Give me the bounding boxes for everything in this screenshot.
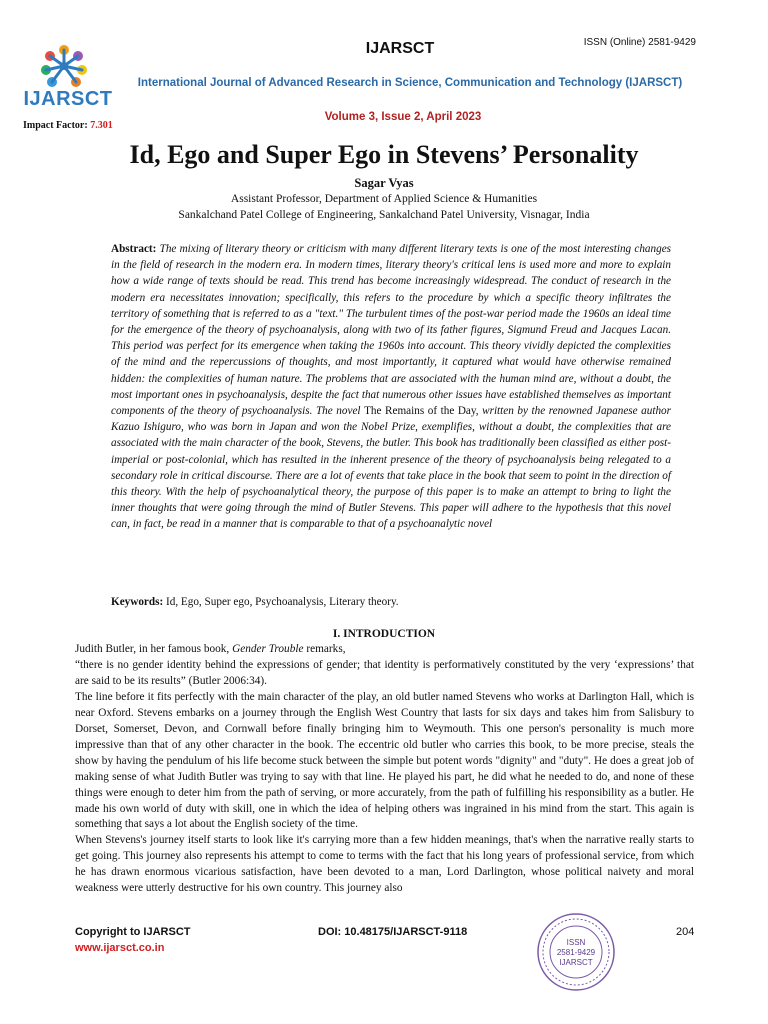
issn-seal-icon (536, 912, 616, 992)
abstract-label: Abstract: (111, 243, 157, 255)
intro-paragraph-2: The line before it fits perfectly with the main character of the play, an old butler named Stevens who works at Darlington Hall, which is near Oxford. Stevens embarks on a journey through the English West Country that lasts for six days and takes him from Salisbury to Dorset, Somerset, Devon, and Cornwall before finally bringing him to Weymouth. This one person's personality is much more impressive than that of any other character in the book. The eccentric old butler who carries this book, to be more precise, steals the show by having the pendulum of his life become stuck between the simple but potent words "dignity" and "duty". He does a great job of making sense of what Judith Butler was trying to say with that line. He played his part, he did what he needed to do, and none of these things were enough to deter him from the path of serving, or more accurately, from the path of fulfilling his responsibility as a butler. He made his own world of duty with skill, one in which the idea of helping others was ingrained in his mind from the start. This again is something that says a lot about the English society of the time. (75, 690, 694, 831)
volume-issue: Volume 3, Issue 2, April 2023 (324, 111, 482, 123)
author-institution: Sankalchand Patel College of Engineering, Sankalchand Patel University, Visnagar, India (178, 209, 590, 221)
introduction-body (75, 642, 694, 897)
impact-factor-value: 7.301 (90, 120, 113, 131)
footer-doi: DOI: 10.48175/IJARSCT-9118 (318, 926, 468, 938)
author-position: Assistant Professor, Department of Applied Science & Humanities (230, 193, 538, 205)
footer-copyright: Copyright to IJARSCT (75, 926, 191, 938)
abstract (111, 241, 671, 533)
issn-online: ISSN (Online) 2581-9429 (583, 37, 696, 48)
journal-name: International Journal of Advanced Research in Science, Communication and Technology (IJARSCT) (137, 77, 683, 89)
seal-line-2: 2581-9429 (556, 948, 596, 957)
abstract-novel-title: The Remains of the Day, (364, 405, 479, 418)
seal-line-1: ISSN (566, 938, 586, 947)
abstract-text-2: written by the renowned Japanese author Kazuo Ishiguro, who was born in Japan and won the Nobel Prize, exemplifies, without a doubt, the complexities that are associated with the main character of the book, Stevens, the butler. This book has traditionally been classified as either post-imperial or post-colonial, which has resulted in the inherent presence of the theory of psychoanalysis being relegated to a secondary role in critical discourse. There are a lot of events that take place in the book that seem to point in the direction of this theory. With the help of psychoanalytical theory, the purpose of this paper is to make an attempt to bring to light the inner thoughts that were going through the mind of Butler Stevens. This paper will adhere to the hypothesis that this novel can, in fact, be read in a manner that is comparable to that of a psychoanalytic novel (111, 405, 671, 531)
impact-factor-label: Impact Factor: (23, 120, 88, 131)
intro-p1-text: Judith Butler, in her famous book, (75, 643, 230, 655)
page-number: 204 (676, 926, 695, 938)
keywords (111, 596, 671, 608)
author-name: Sagar Vyas (354, 176, 414, 190)
intro-paragraph-1 (75, 642, 694, 658)
intro-quote: “there is no gender identity behind the expressions of gender; that identity is performatively constituted by the very ‘expressions’ that are said to be its results” (Butler 2006:34). (75, 658, 694, 687)
logo-wordmark: IJARSCT (23, 88, 113, 110)
book-title: Gender Trouble (232, 643, 304, 655)
journal-brand: IJARSCT (365, 40, 435, 57)
intro-p1-after: remarks, (306, 643, 346, 655)
section-heading: I. INTRODUCTION (332, 628, 436, 640)
seal-line-3: IJARSCT (559, 958, 593, 967)
intro-paragraph-3: When Stevens's journey itself starts to look like it's carrying more than a few hidden meanings, that's when the narrative really starts to get going. This journey also represents his attempt to come to terms with the fact that his long years of professional service, from which he has drawn enormous vicarious satisfaction, have been devoted to a man, Lord Darlington, whose political naivety and moral weakness were utterly destructive for his own country. This journey also (75, 834, 694, 895)
footer-website-link[interactable]: www.ijarsct.co.in (75, 942, 165, 954)
paper-title: Id, Ego and Super Ego in Stevens’ Personality (129, 140, 639, 169)
abstract-text-1: The mixing of literary theory or criticism with many different literary texts is one of the most interesting changes in the field of research in the modern era. In modern times, literary theory's critical lens is used more and more to explain how a wide range of texts should be read. This trend has become increasingly widespread. The conduct of research in the modern era necessitates innovation; specifically, this refers to the procedure by which a specific theory infiltrates the territory of something that is referred to as a "text." The turbulent times of the post-war period made the 1960s an ideal time for the emergence of the theory of psychoanalysis, along with two of its father figures, Sigmund Freud and Jacques Lacan. This period was perfect for its emergence when taking the 1960s into account. This theory vividly depicted the complexities of the mind and the repercussions of thoughts, and most importantly, it captured what would have otherwise remained hidden: the complexities of human nature. The problems that are associated with the human mind are, without a doubt, the most important ones in psychoanalysis, despite the fact that numerous other issues have established themselves as important components of the theory of psychoanalysis. The novel (111, 243, 672, 418)
keywords-label: Keywords: (111, 596, 164, 608)
keywords-text: Id, Ego, Super ego, Psychoanalysis, Literary theory. (166, 596, 399, 608)
